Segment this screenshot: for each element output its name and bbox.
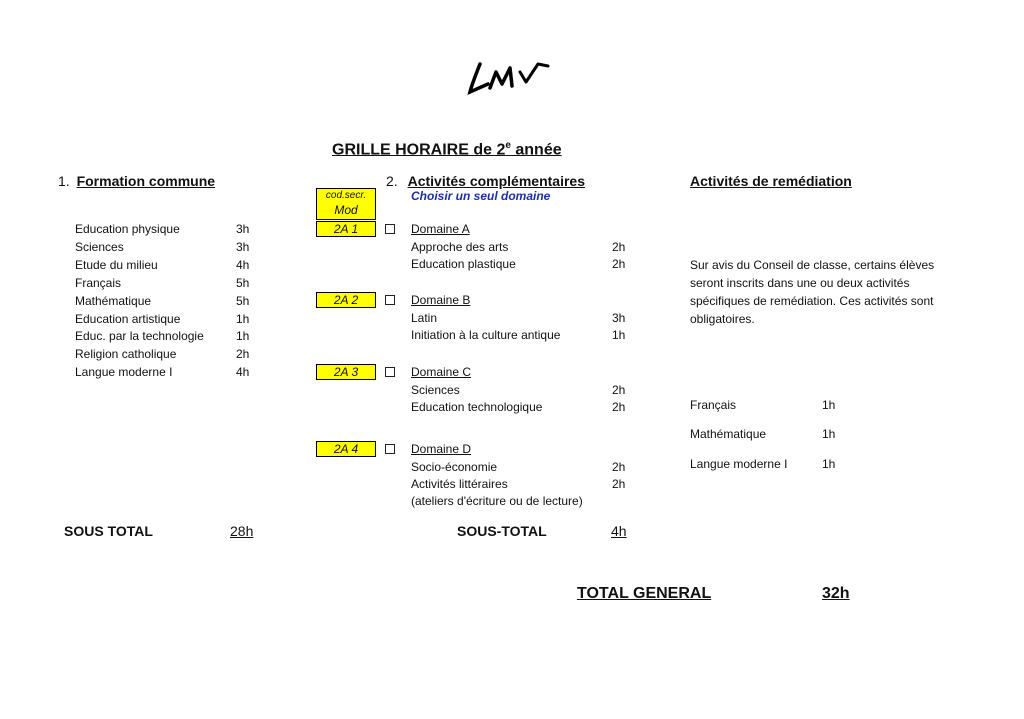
domain-name: Domaine C [411,365,472,379]
code-header-box [316,188,376,220]
total-general-label: TOTAL GENERAL [577,585,712,602]
remediation-item-hours: 1h [822,427,836,441]
domain-name: Domaine B [411,293,471,307]
subject-name: Mathématique [75,293,152,308]
subject-hours: 2h [236,347,250,362]
domain-checkbox[interactable] [385,444,395,454]
remediation-item-name: Français [690,398,737,412]
total-general-value: 32h [822,585,850,602]
domain-code-box: 2A 3 [316,364,376,380]
subject-hours: 5h [236,275,250,290]
subject-hours: 3h [236,239,250,254]
domain-item-hours: 2h [612,460,626,474]
domain-code-box: 2A 1 [316,221,376,237]
domain-checkbox[interactable] [385,295,395,305]
remediation-item-hours: 1h [822,457,836,471]
section3-heading: Activités de remédiation [690,173,852,189]
subject-hours: 5h [236,293,250,308]
remediation-text-line: seront inscrits dans une ou deux activités [690,276,910,290]
domain-item-name: Education technologique [411,399,543,414]
domain-item-hours: 2h [612,399,626,414]
lmv-logo [466,58,556,103]
subject-hours: 1h [236,311,250,326]
remediation-item-name: Langue moderne I [690,457,788,471]
domain-item-hours: 3h [612,311,626,325]
remediation-text-line: obligatoires. [690,312,755,326]
domain-item-name: Sciences [411,383,460,397]
subject-hours: 3h [236,222,250,236]
domain-name: Domaine A [411,222,470,236]
domain-note: (ateliers d'écriture ou de lecture) [411,494,583,508]
subject-name: Education physique [75,222,180,236]
domain-item-hours: 1h [612,327,626,342]
code-header-line2: Mod [334,203,358,217]
domain-item-name: Education plastique [411,256,516,271]
domain-checkbox[interactable] [385,367,395,377]
domain-item-hours: 2h [612,256,626,271]
domain-item-hours: 2h [612,476,626,491]
subject-name: Religion catholique [75,347,177,362]
subject-name: Langue moderne I [75,365,173,380]
remediation-text-line: Sur avis du Conseil de classe, certains élèves [690,258,935,272]
subject-name: Français [75,275,122,290]
domain-checkbox[interactable] [385,224,395,234]
section1-heading: 1. Formation commune [58,173,216,189]
subject-hours: 1h [236,329,250,344]
domain-item-name: Activités littéraires [411,476,508,491]
subject-name: Educ. par la technologie [75,329,204,344]
domain-item-hours: 2h [612,240,626,254]
sous-total-label: SOUS TOTAL [64,523,153,539]
page-title: GRILLE HORAIRE de 2e année [332,140,562,159]
subject-name: Education artistique [75,311,181,326]
section2-subtitle: Choisir un seul domaine [411,189,551,203]
remediation-item-name: Mathématique [690,427,767,441]
section2-heading: 2. Activités complémentaires [386,173,585,189]
remediation-item-hours: 1h [822,398,836,412]
remediation-text-line: spécifiques de remédiation. Ces activités sont [690,294,934,308]
sous-total-2-label: SOUS-TOTAL [457,523,547,539]
domain-item-name: Latin [411,311,438,325]
domain-name: Domaine D [411,442,472,456]
subject-name: Etude du milieu [75,257,158,272]
domain-item-name: Initiation à la culture antique [411,327,561,342]
domain-item-hours: 2h [612,383,626,397]
subject-hours: 4h [236,365,250,380]
sous-total-2-value: 4h [611,523,627,539]
domain-item-name: Approche des arts [411,240,509,254]
domain-item-name: Socio-économie [411,460,498,474]
code-header-line1: cod.secr. [325,190,367,201]
subject-hours: 4h [236,257,250,272]
sous-total-value: 28h [230,523,254,539]
domain-code-box: 2A 4 [316,441,376,457]
domain-code-box: 2A 2 [316,292,376,308]
subject-name: Sciences [75,239,124,254]
